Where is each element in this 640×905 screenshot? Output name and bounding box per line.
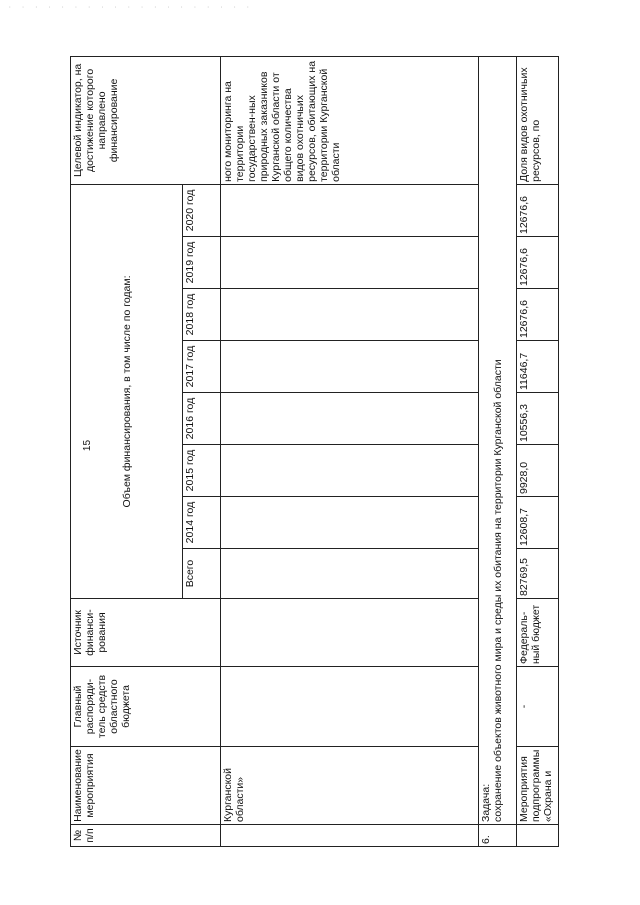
rotated-table-container <box>70 57 570 847</box>
financing-table <box>70 56 559 847</box>
header-year-2014: 2014 год <box>183 497 221 549</box>
task-text: сохранение объектов животного мира и среды их обитания на территории Курганской области <box>492 359 504 822</box>
row-source: Федераль-ный бюджет <box>517 599 559 667</box>
header-admin: Главный распоряди-тель средств областного бюджета <box>71 667 221 747</box>
header-name: Наименование мероприятия <box>71 747 221 825</box>
header-year-2019: 2019 год <box>183 237 221 289</box>
header-row <box>71 56 183 846</box>
header-number: № п/п <box>71 825 221 847</box>
header-total: Всего <box>183 549 221 599</box>
header-year-2017: 2017 год <box>183 341 221 393</box>
row-target: ного мониторинга на территории государствен-ных природных заказников Курганской области от общего количества видов охотничьих ресурсов, обитающих на территории Курганской области <box>221 56 479 184</box>
row-2020: 12676,6 <box>517 184 559 236</box>
task-number: 6. <box>479 825 517 847</box>
header-source: Источник финанси-рования <box>71 599 221 667</box>
row-2014: 12608,7 <box>517 497 559 549</box>
row-admin: - <box>517 667 559 747</box>
task-row <box>479 56 517 846</box>
row-2019: 12676,6 <box>517 237 559 289</box>
page-number: 15 <box>82 439 94 452</box>
task-label: Задача: <box>480 783 492 822</box>
scan-artifacts: · · · · · · · · · · · · · · · · · · · <box>8 4 253 11</box>
row-total: 82769,5 <box>517 549 559 599</box>
table-row <box>221 56 479 846</box>
row-name: Курганской области» <box>221 747 479 825</box>
row-2016: 10556,3 <box>517 393 559 445</box>
table-row <box>517 56 559 846</box>
row-2015: 9928,0 <box>517 445 559 497</box>
header-year-2015: 2015 год <box>183 445 221 497</box>
header-year-2016: 2016 год <box>183 393 221 445</box>
row-target: Доля видов охотничьих ресурсов, по <box>517 56 559 184</box>
row-2017: 11646,7 <box>517 341 559 393</box>
header-year-2020: 2020 год <box>183 184 221 236</box>
row-name: Мероприятия подпрограммы «Охрана и <box>517 747 559 825</box>
header-volume: Объем финансирования, в том числе по годам: <box>71 184 183 598</box>
task-cell <box>479 56 517 824</box>
header-year-2018: 2018 год <box>183 289 221 341</box>
header-target: Целевой индикатор, на достижение которого направлено финансирование <box>71 56 221 184</box>
row-2018: 12676,6 <box>517 289 559 341</box>
